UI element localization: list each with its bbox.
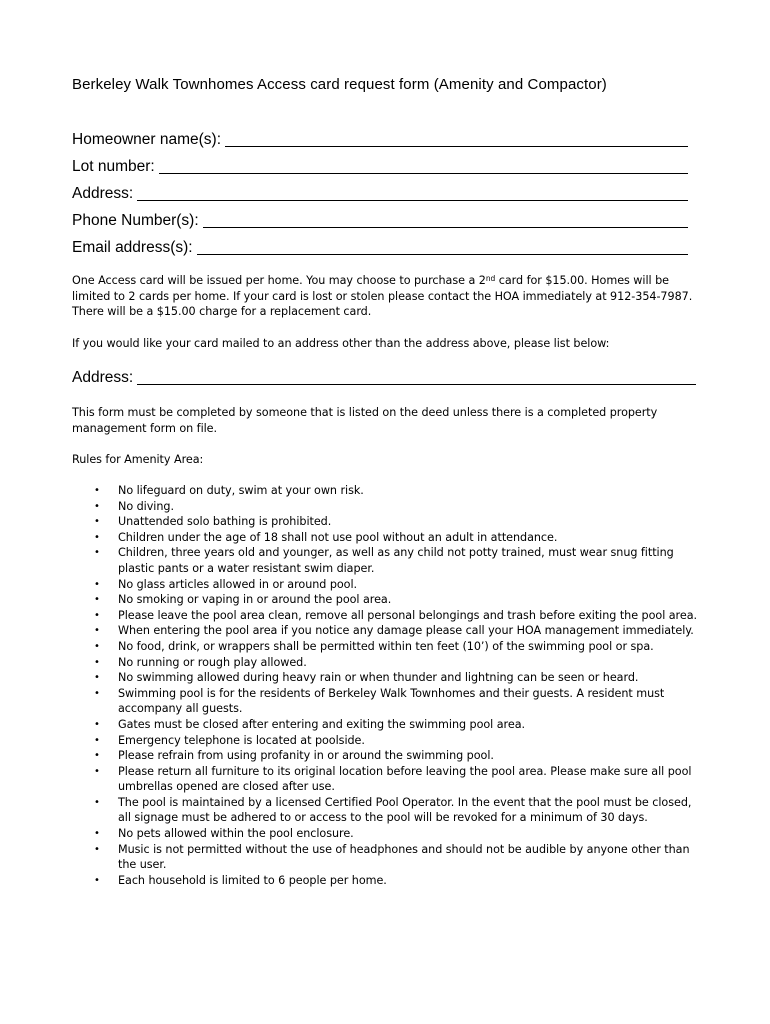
bullet-icon: • [94,578,100,590]
list-item [72,499,702,515]
rule-text: Unattended solo bathing is prohibited. [118,515,332,529]
list-item [72,842,702,873]
homeowner-name-input[interactable] [225,128,688,147]
bullet-icon: • [94,672,100,684]
rule-text: No food, drink, or wrappers shall be permitted within ten feet (10’) of the swimming pool or spa. [118,639,654,653]
phone-number-field [72,208,688,230]
rule-text: Emergency telephone is located at poolside. [118,733,365,747]
intro-text-part2: card for $15.00. Homes will be limited to 2 cards per home. If your card is lost or stolen please contact the HOA immediately at 912-354-7987. There will be a $15.00 charge for a replacement card. [72,274,693,319]
list-item [72,764,702,795]
list-item [72,577,702,593]
bullet-icon: • [94,796,100,808]
list-item [72,483,702,499]
bullet-icon: • [94,547,100,559]
rule-text: Children under the age of 18 shall not use pool without an adult in attendance. [118,530,558,544]
deed-note-text: This form must be completed by someone that is listed on the deed unless there is a completed property management form on file. [72,406,658,435]
list-item [72,686,702,717]
intro-text-part1: One Access card will be issued per home. You may choose to purchase a 2 [72,274,486,287]
rules-heading-text: Rules for Amenity Area: [72,453,204,466]
address-field [72,181,688,203]
bullet-icon: • [94,718,100,730]
rule-text: Please leave the pool area clean, remove all personal belongings and trash before exiting the pool area. [118,608,698,622]
lot-number-field [72,154,688,176]
mail-instruction [72,336,702,352]
bullet-icon: • [94,874,100,886]
mail-instruction-text: If you would like your card mailed to an address other than the address above, please list below: [72,337,610,350]
rule-text: Swimming pool is for the residents of Berkeley Walk Townhomes and their guests. A resident must accompany all guests. [118,686,665,716]
list-item [72,530,702,546]
lot-number-label: Lot number: [72,158,155,175]
rule-text: No lifeguard on duty, swim at your own risk. [118,484,364,497]
homeowner-name-label: Homeowner name(s): [72,131,222,148]
rule-text: No glass articles allowed in or around pool. [118,577,358,591]
phone-number-label: Phone Number(s): [72,212,199,229]
bullet-icon: • [94,656,100,668]
rules-heading [72,452,702,468]
bullet-icon: • [94,687,100,699]
rule-text: No swimming allowed during heavy rain or when thunder and lightning can be seen or heard. [118,671,639,685]
list-item [72,717,702,733]
rules-list [72,483,702,888]
intro-superscript: nd [485,274,496,283]
email-address-input[interactable] [197,236,688,255]
list-item [72,592,702,608]
list-item [72,639,702,655]
homeowner-name-field [72,127,688,149]
email-address-label: Email address(s): [72,239,193,256]
rule-text: Children, three years old and younger, as well as any child not potty trained, must wear snug fitting plastic pants or a water resistant swim diaper. [118,546,674,575]
deed-note [72,405,702,436]
rule-text: Music is not permitted without the use of headphones and should not be audible by anyone other than the user. [118,842,690,872]
mailing-address-label: Address: [72,369,134,386]
list-item [72,733,702,749]
rule-text: The pool is maintained by a licensed Certified Pool Operator. In the event that the pool must be closed, all signage must be adhered to or access to the pool will be revoked for a minimum of 30 days. [118,795,692,825]
list-item [72,623,702,639]
bullet-icon: • [94,734,100,746]
rule-text: Please return all furniture to its original location before leaving the pool area. Please make sure all pool umbrellas opened are closed after use. [118,764,692,794]
rule-text: No running or rough play allowed. [118,655,307,669]
rule-text: Please refrain from using profanity in or around the swimming pool. [118,749,494,763]
bullet-icon: • [94,594,100,606]
bullet-icon: • [94,765,100,777]
bullet-icon: • [94,640,100,652]
form-title: Berkeley Walk Townhomes Access card request form (Amenity and Compactor) [72,76,607,93]
list-item [72,655,702,671]
list-item [72,514,702,530]
bullet-icon: • [94,531,100,543]
mailing-address-field [72,365,696,387]
email-address-field [72,235,688,257]
list-item [72,826,702,842]
rule-text: No diving. [118,499,174,513]
intro-paragraph [72,273,702,320]
list-item [72,670,702,686]
list-item [72,545,702,576]
list-item [72,748,702,764]
rule-text: No smoking or vaping in or around the pool area. [118,593,392,607]
bullet-icon: • [94,516,100,528]
address-label: Address: [72,185,134,202]
rule-text: When entering the pool area if you notice any damage please call your HOA management immediately. [118,624,694,638]
bullet-icon: • [94,500,100,512]
list-item [72,608,702,624]
mailing-address-input[interactable] [137,366,696,385]
phone-number-input[interactable] [203,209,688,228]
bullet-icon: • [94,828,100,840]
bullet-icon: • [94,485,100,496]
address-input[interactable] [137,182,688,201]
rule-text: No pets allowed within the pool enclosure. [118,827,354,841]
rule-text: Gates must be closed after entering and exiting the swimming pool area. [118,717,526,731]
list-item [72,795,702,826]
bullet-icon: • [94,750,100,762]
rule-text: Each household is limited to 6 people per home. [118,873,387,887]
list-item [72,873,702,889]
bullet-icon: • [94,609,100,621]
lot-number-input[interactable] [159,155,688,174]
bullet-icon: • [94,843,100,855]
bullet-icon: • [94,625,100,637]
